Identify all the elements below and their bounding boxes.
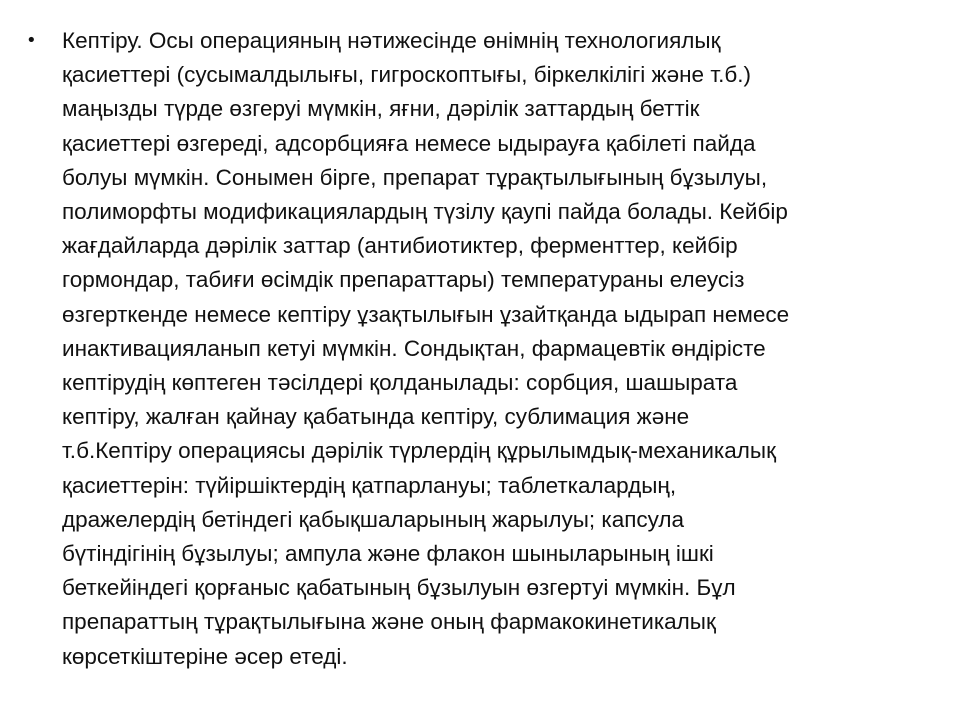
paragraph-line: беткейіндегі қорғаныс қабатының бұзылуын өзгертуі мүмкін. Бұл (62, 575, 736, 601)
paragraph-line: қасиеттері (сусымалдылығы, гигроскоптығы, біркелкілігі және т.б.) (62, 62, 752, 88)
bullet-dot-icon: • (26, 30, 37, 51)
paragraph-line: қасиеттерін: түйіршіктердің қатпарлануы; таблеткалардың, (62, 472, 677, 498)
paragraph-line: т.б.Кептіру операциясы дәрілік түрлердің құрылымдық-механикалық (62, 438, 776, 464)
paragraph-line: өзгерткенде немесе кептіру ұзақтылығын ұзайтқанда ыдырап немесе (62, 301, 790, 327)
paragraph-line: инактивацияланып кетуі мүмкін. Сондықтан, фармацевтік өндірісте (62, 335, 766, 361)
paragraph-line: кептіру, жалған қайнау қабатында кептіру, сублимация және (62, 404, 690, 430)
paragraph-line: болуы мүмкін. Сонымен бірге, препарат тұрақтылығының бұзылуы, (62, 164, 768, 190)
paragraph-line: көрсеткіштеріне әсер етеді. (62, 643, 348, 669)
bullet-paragraph (62, 24, 926, 674)
paragraph-line: дражелердің бетіндегі қабықшаларының жарылуы; капсула (62, 506, 685, 532)
paragraph-line: қасиеттері өзгереді, адсорбцияға немесе ыдырауға қабілеті пайда (62, 130, 756, 156)
paragraph-line: жағдайларда дәрілік заттар (антибиотиктер, ферменттер, кейбір (62, 233, 738, 259)
paragraph-line: маңызды түрде өзгеруі мүмкін, яғни, дәрілік заттардың беттік (62, 96, 700, 122)
paragraph-line: препараттың тұрақтылығына және оның фармакокинетикалық (62, 609, 716, 635)
bullet-list (26, 24, 926, 674)
paragraph-line: полиморфты модификациялардың түзілу қаупі пайда болады. Кейбір (62, 199, 788, 225)
paragraph-line: гормондар, табиғи өсімдік препараттары) температураны елеусіз (62, 267, 745, 293)
bullet-item (26, 24, 926, 674)
paragraph-line: Кептіру. Осы операцияның нәтижесінде өнімнің технологиялық (62, 28, 721, 53)
paragraph-line: кептірудің көптеген тәсілдері қолданылады: сорбция, шашырата (62, 370, 738, 396)
paragraph-line: бүтіндігінің бұзылуы; ампула және флакон шыныларының ішкі (62, 541, 714, 567)
